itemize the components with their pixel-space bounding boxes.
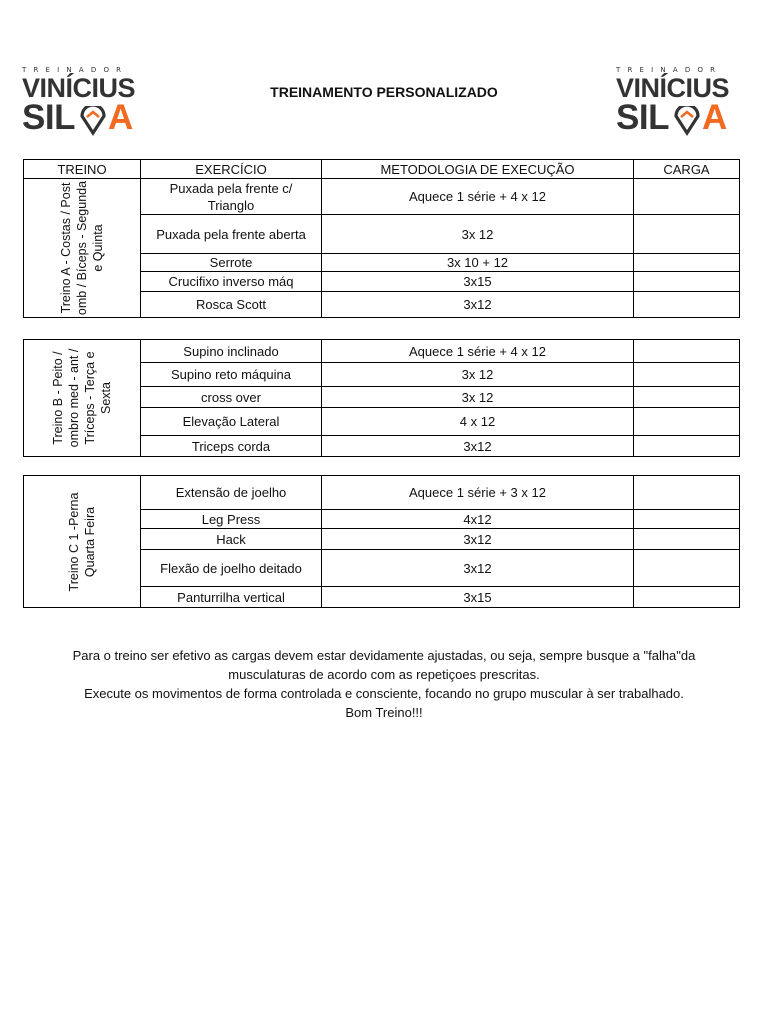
treino-label: Treino B - Peito / ombro med - ant / Tríceps - Terça e Sexta (51, 348, 113, 448)
table-header-row (24, 160, 740, 179)
exercise-name: Panturrilha vertical (141, 587, 322, 608)
table-row (24, 340, 740, 363)
treino-label-cell (24, 179, 141, 318)
logo-surname: SIL (616, 98, 669, 137)
trainer-logo-left (22, 66, 142, 136)
treino-a-table (23, 159, 740, 318)
logo-first-name: VINÍCIUS (22, 73, 136, 103)
load-cell[interactable] (634, 292, 740, 318)
load-cell[interactable] (634, 587, 740, 608)
header-carga: CARGA (634, 160, 740, 179)
exercise-method: 3x 12 (322, 387, 634, 408)
exercise-name: Serrote (141, 254, 322, 272)
note-line: Para o treino ser efetivo as cargas devem estar devidamente ajustadas, ou seja, sempre busque a "falha"da (72, 648, 696, 663)
exercise-method: 3x15 (322, 587, 634, 608)
treino-label-cell (24, 340, 141, 457)
exercise-method: 3x12 (322, 436, 634, 457)
location-pin-icon (672, 106, 702, 136)
exercise-name: Puxada pela frente aberta (141, 215, 322, 254)
exercise-method: 3x12 (322, 550, 634, 587)
load-cell[interactable] (634, 529, 740, 550)
page-title: TREINAMENTO PERSONALIZADO (270, 84, 498, 100)
load-cell[interactable] (634, 254, 740, 272)
load-cell[interactable] (634, 179, 740, 215)
exercise-method: 3x 12 (322, 215, 634, 254)
load-cell[interactable] (634, 476, 740, 510)
location-pin-icon (78, 106, 108, 136)
exercise-name: Flexão de joelho deitado (141, 550, 322, 587)
table-row (24, 179, 740, 215)
exercise-name: Crucifixo inverso máq (141, 272, 322, 292)
exercise-name: cross over (141, 387, 322, 408)
treino-c-table (23, 475, 740, 608)
header-metodologia: METODOLOGIA DE EXECUÇÃO (322, 160, 634, 179)
logo-superscript: TREINADOR (616, 66, 723, 74)
load-cell[interactable] (634, 340, 740, 363)
exercise-method: Aquece 1 série + 4 x 12 (322, 179, 634, 215)
exercise-name: Supino inclinado (141, 340, 322, 363)
table-row (24, 476, 740, 510)
trainer-logo-right (616, 66, 736, 136)
logo-surname-accent: A (702, 98, 728, 137)
exercise-method: 3x 10 + 12 (322, 254, 634, 272)
note-line: Bom Treino!!! (345, 705, 423, 720)
load-cell[interactable] (634, 363, 740, 387)
exercise-name: Elevação Lateral (141, 408, 322, 436)
load-cell[interactable] (634, 272, 740, 292)
exercise-name: Puxada pela frente c/ Trianglo (141, 179, 322, 215)
logo-superscript: TREINADOR (22, 66, 129, 74)
exercise-method: 4x12 (322, 510, 634, 529)
exercise-method: 4 x 12 (322, 408, 634, 436)
load-cell[interactable] (634, 550, 740, 587)
treino-label: Treino A - Costas / Post omb / Bíceps - Segunda e Quinta (59, 180, 105, 316)
exercise-name: Triceps corda (141, 436, 322, 457)
logo-surname-accent: A (108, 98, 134, 137)
exercise-method: 3x15 (322, 272, 634, 292)
load-cell[interactable] (634, 408, 740, 436)
load-cell[interactable] (634, 387, 740, 408)
note-line: Execute os movimentos de forma controlada e consciente, focando no grupo muscular à ser trabalhado. (84, 686, 684, 701)
exercise-name: Supino reto máquina (141, 363, 322, 387)
treino-label: Treino C 1 -Perna Quarta Feira (67, 492, 97, 591)
logo-surname: SIL (22, 98, 75, 137)
exercise-method: 3x12 (322, 292, 634, 318)
exercise-name: Hack (141, 529, 322, 550)
note-line: musculaturas de acordo com as repetiçoes prescritas. (228, 667, 540, 682)
training-notes (20, 646, 748, 722)
exercise-method: Aquece 1 série + 3 x 12 (322, 476, 634, 510)
logo-first-name: VINÍCIUS (616, 73, 730, 103)
exercise-name: Extensão de joelho (141, 476, 322, 510)
header-treino: TREINO (24, 160, 141, 179)
exercise-method: Aquece 1 série + 4 x 12 (322, 340, 634, 363)
load-cell[interactable] (634, 510, 740, 529)
exercise-name: Leg Press (141, 510, 322, 529)
treino-label-cell (24, 476, 141, 608)
load-cell[interactable] (634, 215, 740, 254)
treino-b-table (23, 339, 740, 457)
header-exercicio: EXERCÍCIO (141, 160, 322, 179)
exercise-method: 3x 12 (322, 363, 634, 387)
exercise-name: Rosca Scott (141, 292, 322, 318)
load-cell[interactable] (634, 436, 740, 457)
exercise-method: 3x12 (322, 529, 634, 550)
